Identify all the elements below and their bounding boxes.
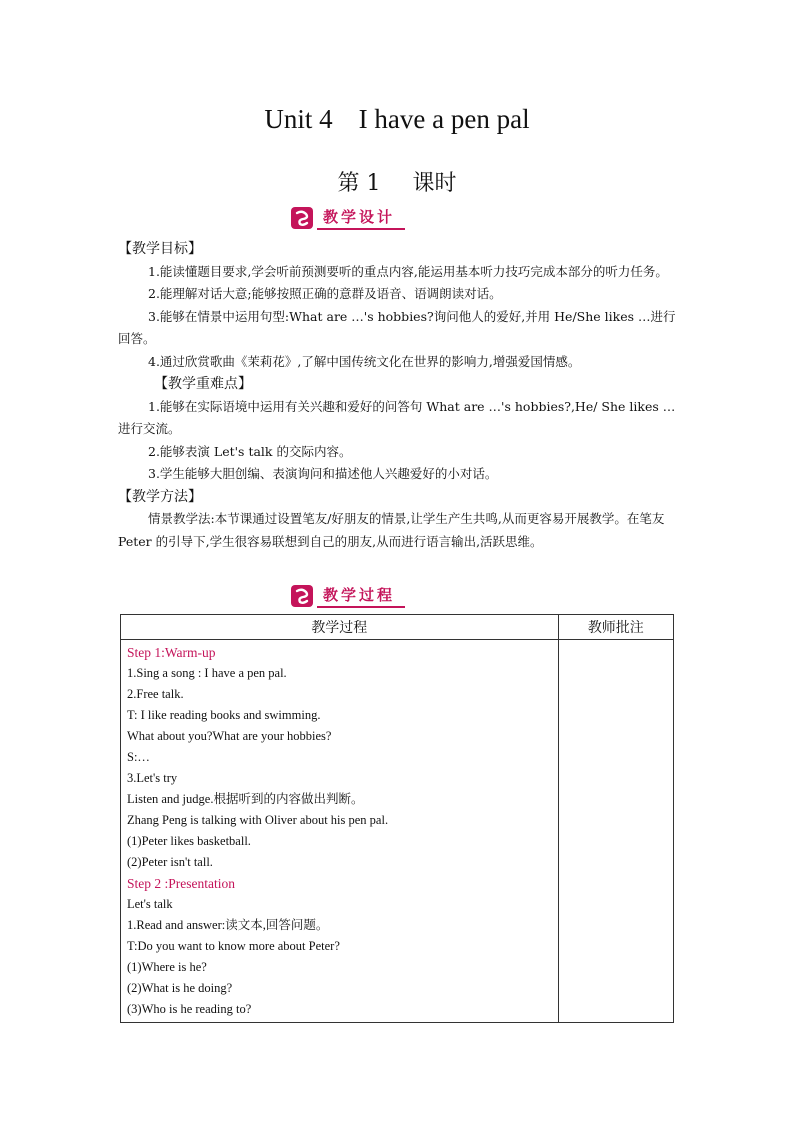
table-header-row	[121, 615, 674, 640]
teaching-design-label: 教学设计	[317, 206, 405, 230]
key-point-item: 3.学生能够大胆创编、表演询问和描述他人兴趣爱好的小对话。	[148, 466, 498, 481]
lesson-suffix: 课时	[412, 171, 457, 196]
column-header-process: 教学过程	[121, 615, 559, 640]
process-line: Zhang Peng is talking with Oliver about his pen pal.	[127, 813, 389, 827]
key-point-item: 2.能够表演 Let's talk 的交际内容。	[148, 443, 352, 459]
objective-item: 4.通过欣赏歌曲《茉莉花》,了解中国传统文化在世界的影响力,增强爱国情感。	[148, 353, 581, 369]
step-heading: Step 1:Warm-up	[127, 645, 216, 660]
process-line: Listen and judge.根据听到的内容做出判断。	[127, 792, 364, 806]
process-line: (1)Peter likes basketball.	[127, 834, 251, 848]
objective-item: 2.能理解对话大意;能够按照正确的意群及语音、语调朗读对话。	[148, 286, 502, 301]
process-line: (2)Peter isn't tall.	[127, 855, 213, 869]
process-line: T:Do you want to know more about Peter?	[127, 939, 340, 953]
process-line: (3)Who is he reading to?	[127, 1002, 252, 1016]
notes-cell[interactable]	[558, 640, 673, 1023]
page-title	[0, 104, 794, 135]
spiral-logo-icon	[291, 585, 313, 607]
unit-title: I have a pen pal	[358, 104, 530, 134]
column-header-notes: 教师批注	[558, 615, 673, 640]
design-section	[118, 238, 682, 553]
objective-item: 3.能够在情景中运用句型:What are …'s hobbies?询问他人的爱好,并用 He/She likes …进行回答。	[118, 308, 676, 346]
spiral-logo-icon	[291, 207, 313, 229]
process-line: (2)What is he doing?	[127, 981, 233, 995]
process-line: (1)Where is he?	[127, 960, 207, 974]
unit-label: Unit 4	[264, 104, 333, 134]
process-line: 3.Let's try	[127, 771, 178, 785]
process-line: Let's talk	[127, 897, 173, 911]
process-cell	[121, 640, 559, 1023]
process-table	[120, 614, 674, 1023]
process-line: 1.Read and answer:读文本,回答问题。	[127, 918, 329, 932]
process-line: What about you?What are your hobbies?	[127, 729, 332, 743]
teaching-design-badge	[291, 206, 405, 230]
key-points-heading: 【教学重难点】	[154, 376, 252, 392]
process-line: T: I like reading books and swimming.	[127, 708, 321, 722]
table-row	[121, 640, 674, 1023]
methods-heading: 【教学方法】	[118, 488, 202, 505]
objectives-heading: 【教学目标】	[118, 241, 202, 257]
process-line: 1.Sing a song : I have a pen pal.	[127, 666, 287, 680]
lesson-number: 第 1	[337, 171, 381, 196]
key-point-item: 1.能够在实际语境中运用有关兴趣和爱好的问答句 What are …'s hobbies?,He/ She likes …进行交流。	[118, 398, 676, 436]
lesson-title	[0, 166, 794, 197]
process-line: S:…	[127, 750, 150, 764]
methods-text: 情景教学法:本节课通过设置笔友/好朋友的情景,让学生产生共鸣,从而更容易开展教学。在笔友 Peter 的引导下,学生很容易联想到自己的朋友,从而进行语言输出,活跃思维。	[118, 511, 665, 549]
process-line: 2.Free talk.	[127, 687, 184, 701]
step-heading: Step 2 :Presentation	[127, 876, 235, 891]
teaching-process-label: 教学过程	[317, 584, 405, 608]
objective-item: 1.能读懂题目要求,学会听前预测要听的重点内容,能运用基本听力技巧完成本部分的听力任务。	[148, 263, 668, 279]
teaching-process-badge	[291, 584, 405, 608]
